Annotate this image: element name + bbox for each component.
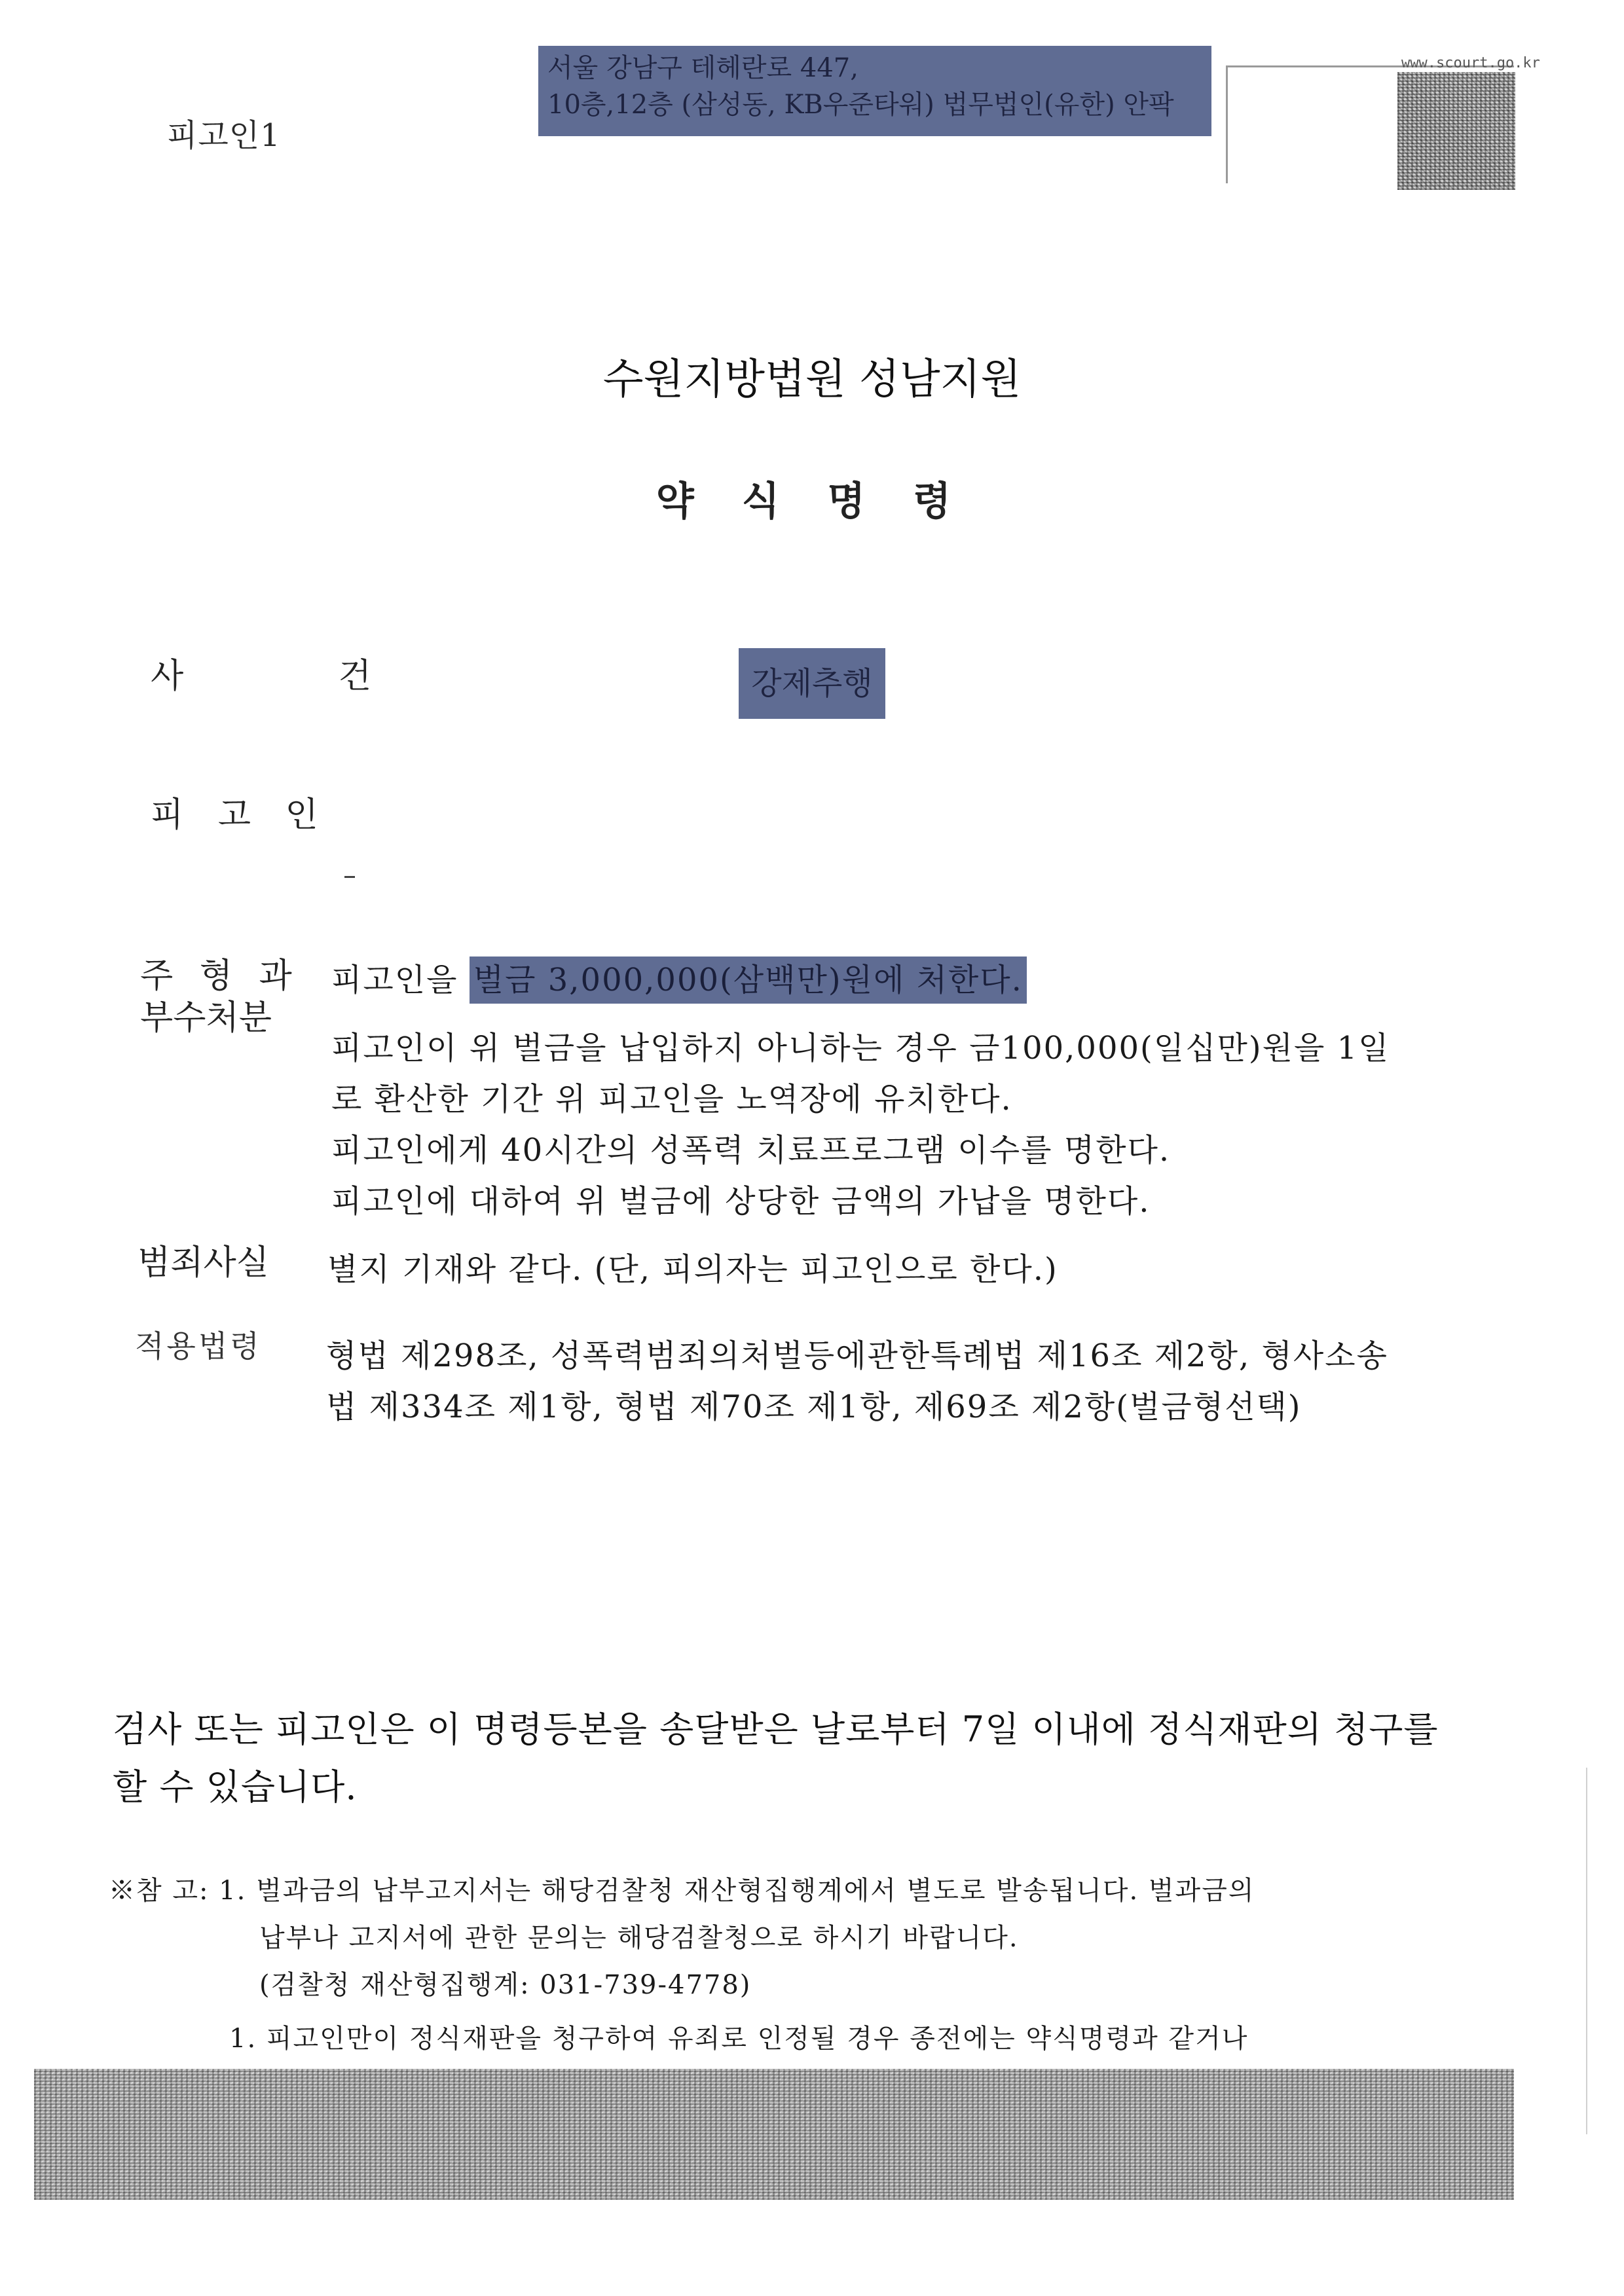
reference-line-1: ※참 고: 1. 벌과금의 납부고지서는 해당검찰청 재산형집행계에서 별도로 발송됩니다. 벌과금의 (109, 1876, 1255, 1906)
sentence-line-1 (331, 955, 1027, 1000)
address-line-1: 서울 강남구 테헤란로 447, (547, 53, 858, 83)
sentence-line-2: 피고인이 위 벌금을 납입하지 아니하는 경우 금100,000(일십만)원을 1일 (331, 1030, 1390, 1066)
sentence-line-1-prefix: 피고인을 (331, 962, 470, 998)
sentence-label-line-1: 주 형 과 (140, 957, 300, 996)
qr-code-icon (1397, 72, 1515, 190)
address-line-2: 10층,12층 (삼성동, KB우준타워) 법무법인(유한) 안팍 (547, 90, 1174, 120)
sentence-line-5: 피고인에 대하여 위 벌금에 상당한 금액의 가납을 명한다. (331, 1183, 1151, 1220)
crime-facts-text: 별지 기재와 같다. (단, 피의자는 피고인으로 한다.) (327, 1251, 1058, 1288)
page-edge-line (1586, 1768, 1587, 2134)
applicable-law-line-2: 법 제334조 제1항, 형법 제70조 제1항, 제69조 제2항(벌금형선택) (326, 1389, 1302, 1425)
applicable-law-label: 적용법령 (135, 1328, 262, 1364)
reference-line-3: (검찰청 재산형집행계: 031-739-4778) (259, 1970, 752, 2000)
applicable-law-line-1: 형법 제298조, 성폭력범죄의처벌등에관한특례법 제16조 제2항, 형사소송 (326, 1338, 1388, 1374)
reference-line-2: 납부나 고지서에 관한 문의는 해당검찰청으로 하시기 바랍니다. (259, 1923, 1019, 1953)
stray-mark (344, 876, 355, 878)
stamp-url: www.scourt.go.kr (1401, 55, 1540, 71)
sentence-line-3: 로 환산한 기간 위 피고인을 노역장에 유치한다. (331, 1081, 1012, 1118)
defendant-label: 피 고 인 (151, 795, 330, 835)
crime-facts-label: 범죄사실 (138, 1243, 269, 1283)
court-name: 수원지방법원 성남지원 (602, 355, 1022, 404)
case-type-badge: 강제추행 (739, 648, 885, 719)
document-title: 약 식 명 령 (655, 479, 969, 524)
sentence-line-4: 피고인에게 40시간의 성폭력 치료프로그램 이수를 명한다. (331, 1132, 1171, 1169)
case-label: 사 건 (151, 657, 443, 696)
reference-line-4: 1. 피고인만이 정식재판을 청구하여 유죄로 인정될 경우 종전에는 약식명령과 같거나 (229, 2024, 1249, 2054)
appeal-notice: 검사 또는 피고인은 이 명령등본을 송달받은 날로부터 7일 이내에 정식재판의 청구를 할 수 있습니다. (113, 1709, 1439, 1808)
sentence-label-line-2: 부수처분 (140, 998, 272, 1038)
page-marker: 피고인1 (167, 117, 281, 154)
security-pattern-bar (34, 2069, 1514, 2200)
redacted-address-block (538, 46, 1211, 136)
fine-amount-highlight: 벌금 3,000,000(삼백만)원에 처한다. (470, 957, 1027, 1004)
